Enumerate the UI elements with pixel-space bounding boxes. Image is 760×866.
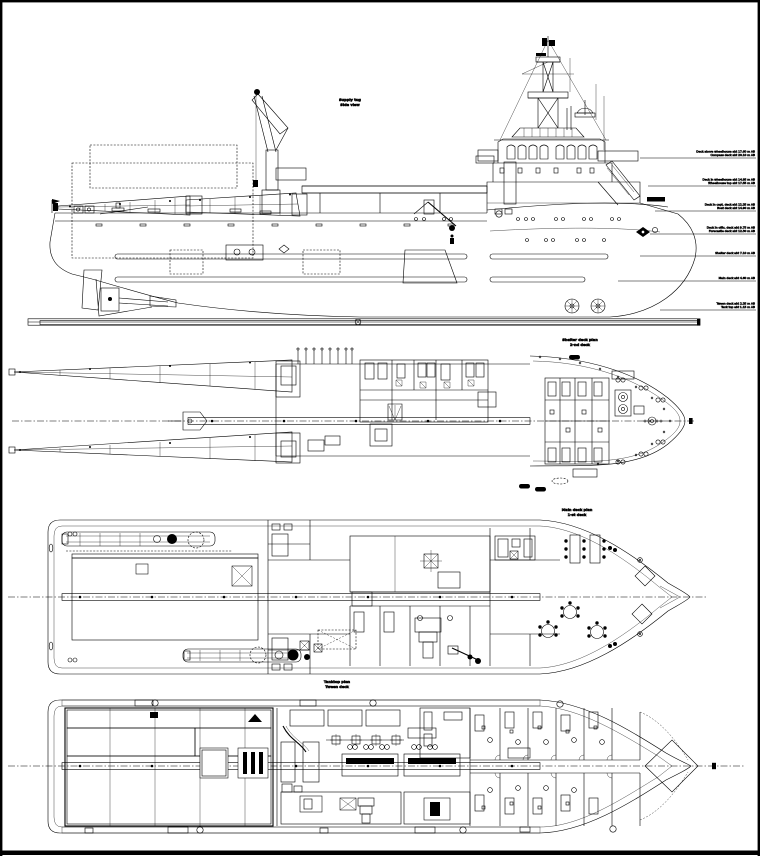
vent-pipes-row [297,348,353,364]
deck-level-annotations [618,149,756,310]
cargo-hold [65,708,273,826]
deckhouse-cabins [308,360,496,451]
profile-view [28,36,756,326]
tanktop-hull-outline [48,700,691,833]
deck-label-3-line2: Forecastle deck abt 12.30 m AB [708,229,755,234]
deck2-title [562,338,598,347]
stowed-crane-port [62,532,232,551]
profile-title [339,98,361,107]
tanktop-plan [8,680,745,833]
aft-deck-fittings [74,206,289,260]
accommodation [470,708,698,826]
deck1-title-line2: 1-st deck [567,513,587,517]
deck-crane-port [53,196,202,215]
profile-title-line1: Supply tug [339,98,361,102]
crane-boom-port-plan [9,360,292,392]
deck-label-2-line1: Deck in capt. deck abt 12.35 m AB [704,202,755,207]
deck2-title-line1: Shelter deck plan [562,338,598,342]
towing-winch [415,618,441,658]
deck-label-4-line1: Shelter deck abt 7.10 m AB [715,251,755,256]
crane-boom-stbd-plan [9,432,292,462]
main-crane [252,89,306,213]
baseline-frame-scale [28,319,700,326]
hull-fittings [96,211,621,282]
deck-label-6-line2: Tank top abt 1.15 m AB [721,305,755,310]
portholes [415,211,621,242]
mast [500,36,606,150]
deck-label-2-line2: Boat deck abt 14.90 m AB [717,206,755,211]
liferafts [519,355,580,492]
bridge-windows [507,145,597,159]
deck2-title-line2: 2-nd deck [570,343,590,347]
freeing-ports [96,224,454,226]
deck1-title [562,508,593,517]
profile-title-line2: Side view [340,103,360,107]
main-engines [342,745,460,776]
deck1-title-line1: Main deck plan [561,508,593,512]
bow-deck-outline [530,356,685,466]
deck-label-0-line1: Deck above wheelhouse abt 17.60 m AB [696,149,755,154]
catwalk [302,186,487,213]
shelter-deck-plan [9,338,695,492]
shell-band-fittings [85,700,616,833]
tanktop-title [324,680,351,689]
superstructure [476,139,640,214]
stowed-crane-stbd [183,647,310,663]
stern-chute-and-crane [403,200,457,283]
mess-tables [538,535,606,639]
deck-label-0-line2: Compass deck abt 20.10 m AB [710,153,755,158]
deck-label-1-line1: Deck in wheelhouse abt 14.95 m AB [702,177,755,182]
engine-room [277,708,470,826]
bow-details [565,197,665,313]
deck-label-6-line1: Tween deck abt 2.35 m AB [716,301,755,306]
shelter-deck-outline [276,361,530,463]
small-deck-crane [448,646,481,664]
tanktop-title-line1: Tanktop plan [323,680,351,684]
main-deck-plan [8,508,706,674]
deck-label-5-line1: Main deck abt 4.60 m AB [718,276,755,281]
tanktop-title-line2: Tween deck [325,685,349,689]
boat-deck-windows [495,168,594,214]
deck-label-3-line1: Deck in offic. deck abt 9.75 m AB [706,225,755,230]
bow-structure [640,712,698,826]
deck-label-1-line2: Wheelhouse top abt 17.55 m AB [708,181,755,186]
winch-stack [358,798,374,823]
